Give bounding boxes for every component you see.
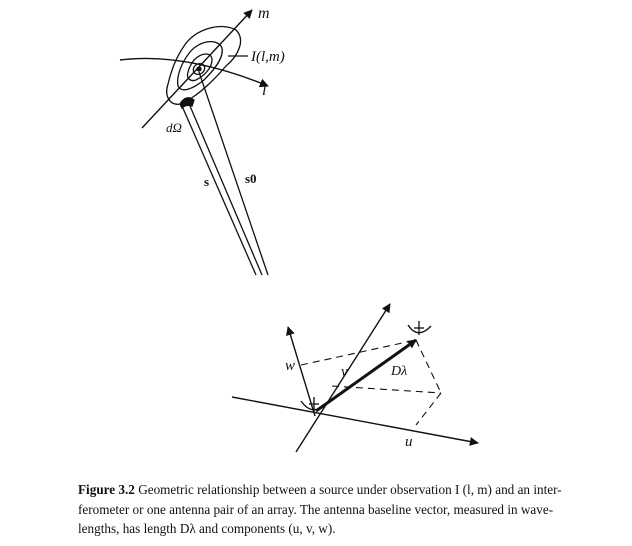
label-domega: dΩ	[166, 120, 182, 135]
s-line-2	[190, 106, 262, 275]
caption-line-1	[78, 480, 613, 500]
s0-line	[199, 72, 268, 275]
label-w: w	[285, 358, 296, 374]
antenna-tip-icon	[408, 321, 431, 335]
baseline-diagram	[232, 304, 478, 452]
caption-line-1-text: Geometric relationship between a source under observation I (l, m) and an inter-	[134, 482, 562, 497]
caption-line-2: ferometer or one antenna pair of an array. The antenna baseline vector, measured in wave-	[78, 501, 554, 517]
label-s: s	[204, 174, 210, 189]
label-m: m	[258, 5, 270, 22]
label-s0: s0	[245, 171, 257, 186]
figure-number: Figure 3.2	[78, 482, 135, 497]
u-axis	[232, 397, 478, 443]
sky-plane-diagram	[120, 10, 268, 275]
figure-caption	[78, 480, 613, 539]
label-u: u	[405, 434, 413, 450]
label-v: v	[341, 364, 348, 380]
label-d: Dλ	[391, 364, 408, 379]
source-core	[197, 67, 201, 71]
label-l: l	[262, 82, 267, 99]
label-intensity: I(l,m)	[251, 49, 285, 65]
caption-line-3: lengths, has length Dλ and components (u, v, w).	[78, 521, 336, 536]
